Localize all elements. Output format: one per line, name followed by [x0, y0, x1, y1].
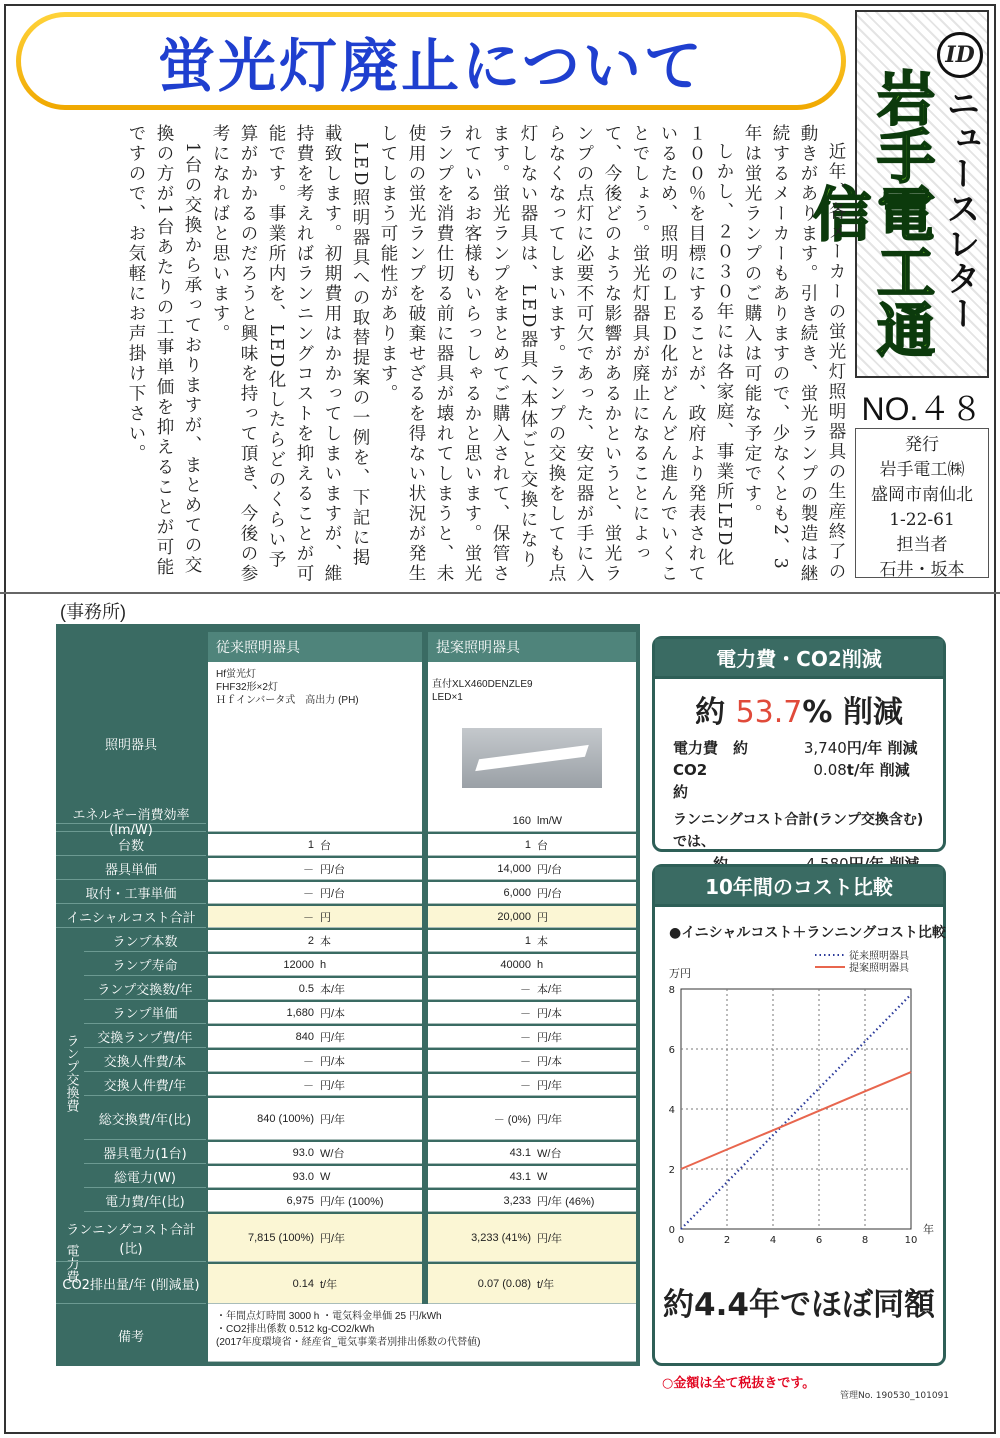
- y-tick-label: 8: [668, 985, 675, 996]
- cell-value: 14,000: [497, 862, 531, 875]
- cell-value: 1: [524, 934, 531, 947]
- cell-old: [208, 906, 422, 928]
- newsletter-name: 岩手電工通信: [803, 68, 935, 358]
- management-number: 管理No. 190530_101091: [840, 1391, 950, 1401]
- cell-value: －: [520, 1031, 531, 1044]
- article-paragraph: LED照明器具への取替提案の一例を、下記に掲載致します。初期費用はかかってしまいますが、維持費を考えればランニングコストを抑えることが可能です。事業所内を、LED化したらどのくらい予算がかかるのだろうと興味を持って頂き、今後の参考になればと思います。: [210, 124, 370, 584]
- group-power-label: 電力費: [63, 1243, 79, 1283]
- savings-line-unit: 円/年 削減: [846, 739, 918, 757]
- cell-value: －: [303, 887, 314, 900]
- cell-value: 43.1: [509, 1146, 531, 1159]
- cell-unit: 円/年: [320, 1113, 346, 1126]
- cell-new: [428, 882, 636, 904]
- remarks-label: 備考: [117, 1329, 144, 1345]
- x-tick-label: 2: [723, 1235, 731, 1246]
- x-axis-label: 年: [923, 1223, 934, 1236]
- savings-line-unit: t/年 削減: [846, 761, 910, 779]
- newsletter-subtitle: ニュースレター: [940, 86, 980, 331]
- savings-headline: [655, 687, 943, 731]
- cell-unit: 円/年: [537, 1113, 563, 1126]
- remark-line: ・年間点灯時間 3000 h ・電気料金単価 25 円/kWh: [216, 1311, 442, 1322]
- publisher-line: 発行: [905, 435, 939, 455]
- x-tick-label: 8: [861, 1235, 869, 1246]
- row-label: ランプ単価: [84, 1002, 206, 1024]
- article-body: [84, 124, 850, 586]
- cell-new: [428, 1074, 636, 1096]
- cell-unit: 円/本: [537, 1007, 563, 1020]
- remark-line: (2017年度環境省・経産省_電気事業者別排出係数の代替値): [216, 1337, 481, 1348]
- cell-unit: lm/W: [537, 814, 563, 827]
- cell-value: 1: [307, 838, 314, 851]
- cell-new: [428, 1264, 636, 1304]
- legend-entry: 提案照明器具: [849, 963, 909, 974]
- cell-unit: 円/台: [537, 863, 563, 876]
- cell-value: 7,815 (100%): [247, 1231, 314, 1244]
- cell-old: [208, 1264, 422, 1304]
- savings-percent: 53.7: [735, 695, 803, 730]
- row-label: ランプ本数: [84, 930, 206, 952]
- cell-old: [208, 1166, 422, 1188]
- company-logo: ID: [937, 32, 983, 78]
- row-label: 器具電力(1台): [84, 1142, 206, 1164]
- running-note: ランニングコスト合計(ランプ交換含む)では、: [673, 812, 924, 850]
- remarks-cell: [208, 1304, 636, 1362]
- savings-approx: 約: [695, 695, 726, 730]
- cell-new: [428, 1166, 636, 1188]
- fixture-label: 照明器具: [56, 664, 206, 824]
- cell-value: 20,000: [497, 910, 531, 923]
- cell-unit: 円: [320, 911, 331, 924]
- header-new: 提案照明器具: [428, 632, 636, 662]
- row-label: エネルギー消費効率(lm/W): [56, 810, 206, 832]
- masthead: [803, 10, 989, 378]
- tax-footnote: ○金額は全て税抜きです。: [662, 1376, 816, 1391]
- savings-line: [655, 759, 943, 803]
- cell-old: [208, 1050, 422, 1072]
- fixture-new: [428, 662, 636, 822]
- cell-new: [428, 930, 636, 952]
- savings-line-label: 電力費 約: [673, 739, 749, 757]
- y-tick-label: 0: [668, 1225, 675, 1236]
- cell-unit: W: [320, 1170, 331, 1183]
- publisher-line: 石井・坂本: [879, 560, 965, 580]
- cell-new: [428, 1026, 636, 1048]
- cell-old: [208, 954, 422, 976]
- cell-value: 12000: [283, 958, 314, 971]
- cell-unit: 円/年 (46%): [537, 1195, 595, 1208]
- cell-old: [208, 1190, 422, 1212]
- cell-value: 1: [524, 838, 531, 851]
- cell-value: 0.14: [292, 1277, 314, 1290]
- cell-new: [428, 858, 636, 880]
- fixture-old: [208, 662, 422, 822]
- cell-unit: 円/年 (100%): [320, 1195, 384, 1208]
- publisher-line: 1-22-61: [889, 510, 955, 530]
- y-tick-label: 4: [668, 1105, 675, 1116]
- row-label: 交換人件費/年: [84, 1074, 206, 1096]
- y-tick-label: 2: [668, 1165, 675, 1176]
- cell-new: [428, 978, 636, 1000]
- cell-old: [208, 1214, 422, 1262]
- cell-unit: h: [320, 958, 327, 971]
- cell-old: [208, 810, 422, 832]
- article-paragraph: 近年、各メーカーの蛍光灯照明器具の生産終了の動きがあります。引き続き、蛍光ランプの製造は継続するメーカーもありますので、少なくとも2、3年は蛍光ランプのご購入は可能な予定です。: [742, 124, 846, 584]
- cell-value: － (0%): [493, 1113, 531, 1126]
- row-label: 台数: [56, 834, 206, 856]
- fixture-old-line: Ｈｆインバータ式 高出力 (PH): [216, 695, 359, 706]
- masthead-column: [803, 10, 989, 590]
- cell-unit: t/年: [537, 1278, 555, 1291]
- cell-new: [428, 1214, 636, 1262]
- savings-reduce: 削減: [842, 695, 903, 730]
- publisher-line: 担当者: [896, 535, 948, 555]
- cell-unit: h: [537, 958, 544, 971]
- cell-unit: 円: [537, 911, 548, 924]
- section-label: (事務所): [60, 602, 126, 622]
- cell-value: 840: [295, 1030, 314, 1043]
- cost-title: 10年間のコスト比較: [655, 867, 943, 907]
- row-label: 総交換費/年(比): [84, 1098, 206, 1140]
- cell-old: [208, 834, 422, 856]
- y-tick-label: 6: [668, 1045, 675, 1056]
- group-lamp-label: ランプ交換費: [63, 1034, 79, 1112]
- cell-unit: 円/本: [320, 1055, 346, 1068]
- cell-unit: W/台: [320, 1147, 345, 1160]
- row-label: 電力費/年(比): [84, 1190, 206, 1212]
- cell-new: [428, 810, 636, 832]
- row-label: 総電力(W): [84, 1166, 206, 1188]
- cell-new: [428, 906, 636, 928]
- cell-unit: 円/台: [320, 887, 346, 900]
- savings-line-label: CO2 約: [673, 761, 738, 801]
- comparison-table: [56, 624, 640, 1366]
- row-label: 器具単価: [56, 858, 206, 880]
- cell-unit: W: [537, 1170, 548, 1183]
- cell-old: [208, 1098, 422, 1140]
- cell-unit: 円/年: [320, 1079, 346, 1092]
- savings-line-value: 0.08: [813, 761, 847, 779]
- cell-unit: 円/年: [537, 1031, 563, 1044]
- chart-title: ●イニシャルコスト＋ランニングコスト比較: [669, 925, 946, 941]
- cell-unit: 円/本: [320, 1007, 346, 1020]
- cell-value: 43.1: [509, 1170, 531, 1183]
- cell-unit: 円/台: [537, 887, 563, 900]
- cell-value: 6,000: [503, 886, 531, 899]
- cell-unit: 円/年: [537, 1079, 563, 1092]
- section-divider: [0, 592, 1000, 594]
- title-banner: [16, 12, 846, 110]
- cell-value: －: [520, 983, 531, 996]
- cell-unit: 台: [320, 839, 331, 852]
- row-label: ランニングコスト合計 (比): [56, 1214, 206, 1262]
- publisher-box: [855, 428, 989, 578]
- cell-value: 93.0: [292, 1170, 314, 1183]
- cell-unit: 円/本: [537, 1055, 563, 1068]
- savings-line-value: 3,740: [803, 739, 847, 757]
- cell-old: [208, 1074, 422, 1096]
- cell-value: －: [303, 1055, 314, 1068]
- fixture-new-line: 直付XLX460DENZLE9: [432, 679, 533, 690]
- cell-value: 0.07 (0.08): [477, 1277, 531, 1290]
- cost-panel: [652, 864, 946, 1366]
- publisher-line: 岩手電工㈱: [879, 460, 965, 480]
- row-label: ランプ寿命: [84, 954, 206, 976]
- row-label: 取付・工事単価: [56, 882, 206, 904]
- series-line: [681, 994, 911, 1229]
- cell-unit: 本: [320, 935, 331, 948]
- cell-new: [428, 954, 636, 976]
- cell-unit: 円/年: [537, 1232, 563, 1245]
- cell-unit: 台: [537, 839, 548, 852]
- cell-unit: 円/年: [320, 1031, 346, 1044]
- publisher-line: 盛岡市南仙北: [871, 485, 973, 505]
- y-axis-label: 万円: [669, 967, 691, 980]
- cell-value: 93.0: [292, 1146, 314, 1159]
- savings-line: [655, 737, 943, 759]
- row-label: CO2排出量/年 (削減量): [56, 1264, 206, 1304]
- cell-old: [208, 882, 422, 904]
- cost-summary: 約4.4年でほぼ同額: [663, 1287, 935, 1323]
- article-paragraph: しかし、２０３０年には各家庭、事業所LED化１００％を目標にすることが、政府より発表されているため、照明のＬＥＤ化がどんどん進んでいくことでしょう。蛍光灯器具が廃止になることによって、今後どのような影響があるかというと、蛍光ランプの点灯に必要不可欠であった、安定器が手に入らなくなってしまいます。ランプの交換をしても点灯しない器具は、LED器具へ本体ごと交換になります。蛍光ランプをまとめてご購入されて、保管されているお客様もいらっしゃるかと思います。蛍光ランプを消費仕切る前に器具が壊れてしまうと、未使用の蛍光ランプを破棄せざるを得ない状況が発生してしまう可能性があります。: [378, 124, 734, 584]
- cell-value: －: [520, 1079, 531, 1092]
- row-label: イニシャルコスト合計: [56, 906, 206, 928]
- cell-unit: t/年: [320, 1278, 338, 1291]
- cell-old: [208, 1026, 422, 1048]
- cell-value: －: [520, 1055, 531, 1068]
- row-label: ランプ交換数/年: [84, 978, 206, 1000]
- cell-unit: 本/年: [320, 983, 346, 996]
- cell-unit: 本/年: [537, 983, 563, 996]
- series-line: [681, 1072, 911, 1169]
- cell-value: －: [303, 1079, 314, 1092]
- cell-new: [428, 834, 636, 856]
- cell-new: [428, 1142, 636, 1164]
- cell-value: 1,680: [286, 1006, 314, 1019]
- savings-percent-unit: %: [802, 695, 833, 730]
- cell-unit: 円/年: [320, 1232, 346, 1245]
- cell-value: －: [303, 863, 314, 876]
- header-old: 従来照明器具: [208, 632, 422, 662]
- cost-chart: [655, 911, 946, 1311]
- cell-value: 2: [307, 934, 314, 947]
- cell-new: [428, 1190, 636, 1212]
- cell-unit: W/台: [537, 1147, 562, 1160]
- cell-old: [208, 978, 422, 1000]
- cell-old: [208, 858, 422, 880]
- cell-old: [208, 1002, 422, 1024]
- fixture-old-line: Hf蛍光灯: [216, 669, 256, 680]
- x-tick-label: 4: [769, 1235, 777, 1246]
- cell-value: 3,233: [503, 1194, 531, 1207]
- cell-value: 840 (100%): [257, 1112, 314, 1125]
- cell-value: －: [303, 911, 314, 924]
- x-tick-label: 10: [904, 1235, 918, 1246]
- cell-value: 160: [512, 814, 531, 827]
- cell-value: －: [520, 1007, 531, 1020]
- cell-new: [428, 1098, 636, 1140]
- issue-number: NO.４８: [861, 391, 983, 427]
- fixture-new-line: LED×1: [432, 692, 463, 703]
- cell-old: [208, 930, 422, 952]
- article-paragraph: 1台の交換から承っておりますが、まとめての交換の方が1台あたりの工事単価を抑えることが可能ですので、お気軽にお声掛け下さい。: [126, 124, 202, 578]
- cell-unit: 円/台: [320, 863, 346, 876]
- savings-panel: [652, 636, 946, 852]
- cell-value: 6,975: [286, 1194, 314, 1207]
- cell-old: [208, 1142, 422, 1164]
- x-tick-label: 6: [815, 1235, 823, 1246]
- row-label: 交換人件費/本: [84, 1050, 206, 1072]
- led-fixture-image: [462, 728, 602, 788]
- legend-entry: 従来照明器具: [849, 951, 909, 962]
- cell-unit: 本: [537, 935, 548, 948]
- remark-line: ・CO2排出係数 0.512 kg-CO2/kWh: [216, 1324, 375, 1335]
- row-label: 交換ランプ費/年: [84, 1026, 206, 1048]
- savings-title: 電力費・CO2削減: [655, 639, 943, 679]
- page-title: 蛍光灯廃止について: [21, 17, 841, 105]
- cell-value: 40000: [500, 958, 531, 971]
- cell-value: 0.5: [298, 982, 314, 995]
- cell-value: 3,233 (41%): [471, 1231, 531, 1244]
- x-tick-label: 0: [677, 1235, 685, 1246]
- fixture-old-line: FHF32形×2灯: [216, 682, 278, 693]
- cell-new: [428, 1002, 636, 1024]
- cell-new: [428, 1050, 636, 1072]
